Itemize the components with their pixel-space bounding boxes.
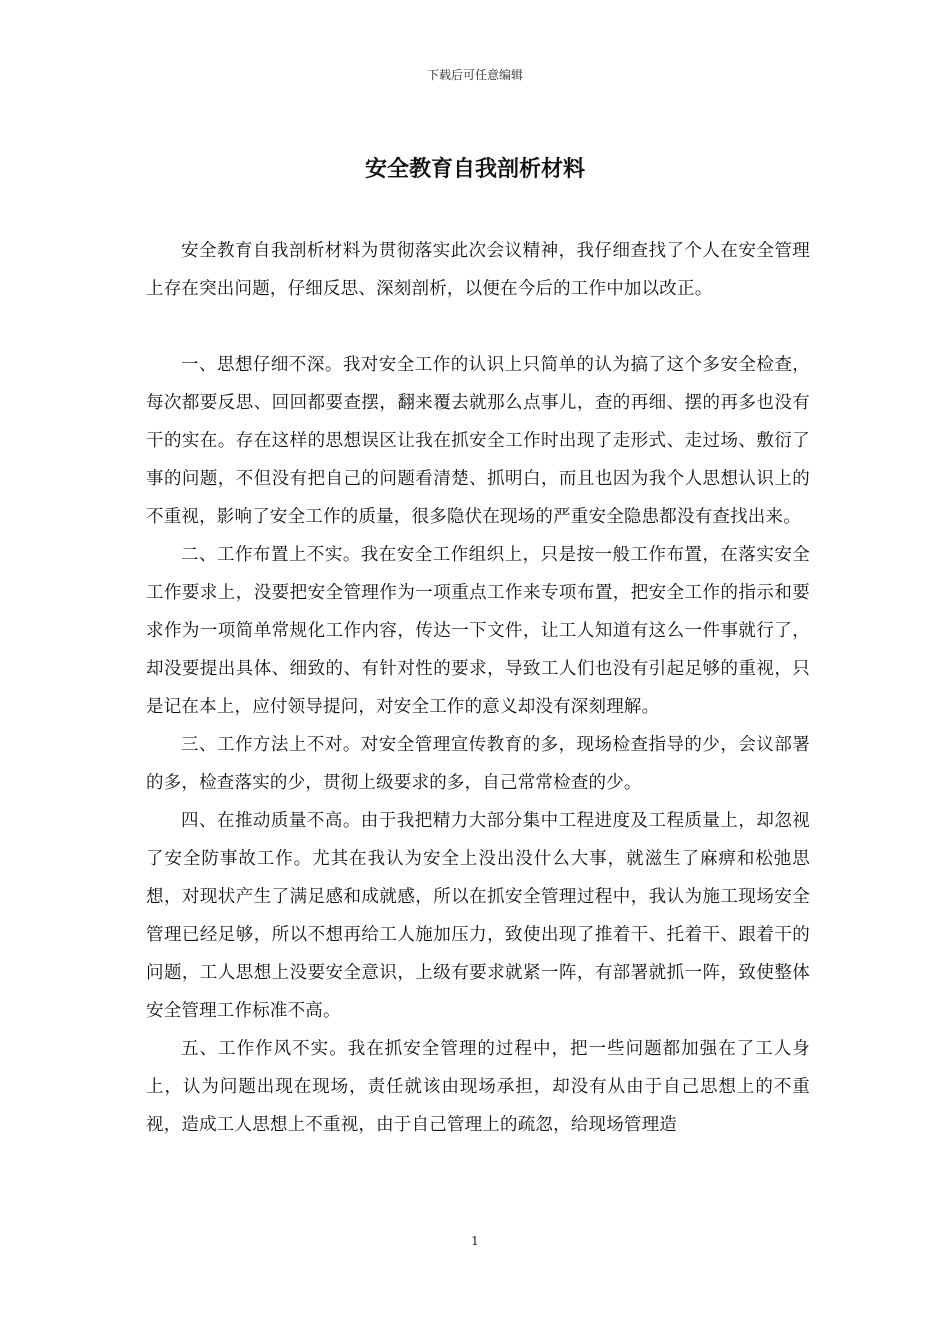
paragraph-section-2: 二、工作布置上不实。我在安全工作组织上，只是按一般工作布置，在落实安全工作要求上，没要把安全管理作为一项重点工作来专项布置，把安全工作的指示和要求作为一项简单常规化工作内容，传达一下文件，让工人知道有这么一件事就行了，却没要提出具体、细致的、有针对性的要求，导致工人们也没有引起足够的重视，只是记在本上，应付领导提问，对安全工作的意义却没有深刻理解。 xyxy=(146,545,810,717)
paragraph-section-4: 四、在推动质量不高。由于我把精力大部分集中工程进度及工程质量上，却忽视了安全防事故工作。尤其在我认为安全上没出没什么大事，就滋生了麻痹和松弛思想，对现状产生了满足感和成就感，所以在抓安全管理过程中，我认为施工现场安全管理已经足够，所以不想再给工人施加压力，致使出现了推着干、托着干、跟着干的问题，工人思想上没要安全意识，上级有要求就紧一阵，有部署就抓一阵，致使整体安全管理工作标准不高。 xyxy=(146,811,810,1021)
document-body xyxy=(146,232,810,1144)
paragraph-section-5: 五、工作作风不实。我在抓安全管理的过程中，把一些问题都加强在了工人身上，认为问题出现在现场，责任就该由现场承担，却没有从由于自己思想上的不重视，造成工人思想上不重视，由于自己管理上的疏忽，给现场管理造 xyxy=(146,1039,810,1135)
document-title: 安全教育自我剖析材料 xyxy=(364,156,585,182)
paragraph-section-3: 三、工作方法上不对。对安全管理宣传教育的多，现场检查指导的少，会议部署的多，检查落实的少，贯彻上级要求的多，自己常常检查的少。 xyxy=(146,735,810,793)
paragraph-intro: 安全教育自我剖析材料为贯彻落实此次会议精神，我仔细查找了个人在安全管理上存在突出问题，仔细反思、深刻剖析，以便在今后的工作中加以改正。 xyxy=(146,241,810,299)
paragraph-section-1: 一、思想仔细不深。我对安全工作的认识上只简单的认为搞了这个多安全检查，每次都要反思、回回都要查摆，翻来覆去就那么点事儿，查的再细、摆的再多也没有干的实在。存在这样的思想误区让我在抓安全工作时出现了走形式、走过场、敷衍了事的问题，不但没有把自己的问题看清楚、抓明白，而且也因为我个人思想认识上的不重视，影响了安全工作的质量，很多隐伏在现场的严重安全隐患都没有查找出来。 xyxy=(146,355,810,527)
page-number: 1 xyxy=(471,1234,479,1248)
page-header-note: 下载后可任意编辑 xyxy=(426,68,523,82)
